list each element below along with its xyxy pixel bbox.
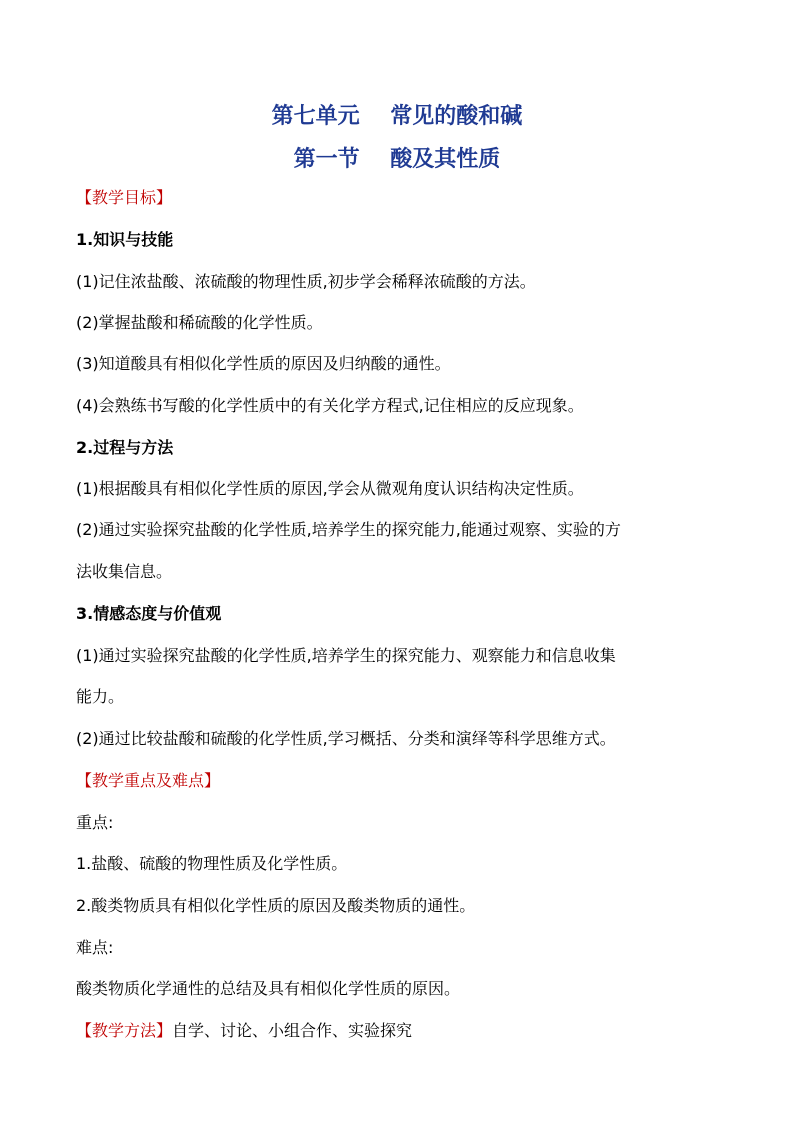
unit-title: 第七单元 常见的酸和碱: [271, 103, 523, 129]
objective-item: (3)知道酸具有相似化学性质的原因及归纳酸的通性。: [76, 354, 451, 373]
knowledge-skills-heading: 1.知识与技能: [76, 230, 174, 249]
objective-item-continuation: 能力。: [76, 687, 125, 706]
methods-line: [76, 1019, 412, 1043]
methods-text: 自学、讨论、小组合作、实验探究: [172, 1021, 413, 1040]
keypoints-header: 【教学重点及难点】: [76, 771, 221, 790]
objectives-header: 【教学目标】: [76, 188, 173, 207]
section-title: 第一节 酸及其性质: [293, 146, 501, 172]
methods-header: 【教学方法】: [76, 1021, 173, 1040]
objective-item: (2)掌握盐酸和稀硫酸的化学性质。: [76, 313, 323, 332]
objective-item: (1)通过实验探究盐酸的化学性质,培养学生的探究能力、观察能力和信息收集: [76, 646, 616, 665]
difficulty-label: 难点:: [76, 938, 114, 957]
process-methods-heading: 2.过程与方法: [76, 438, 174, 457]
objective-item-continuation: 法收集信息。: [76, 562, 173, 581]
objective-item: (1)根据酸具有相似化学性质的原因,学会从微观角度认识结构决定性质。: [76, 479, 584, 498]
objective-item: (2)通过实验探究盐酸的化学性质,培养学生的探究能力,能通过观察、实验的方: [76, 520, 621, 539]
objective-item: (4)会熟练书写酸的化学性质中的有关化学方程式,记住相应的反应现象。: [76, 396, 584, 415]
attitude-values-heading: 3.情感态度与价值观: [76, 604, 222, 623]
objective-item: (1)记住浓盐酸、浓硫酸的物理性质,初步学会稀释浓硫酸的方法。: [76, 272, 536, 291]
key-item: 1.盐酸、硫酸的物理性质及化学性质。: [76, 854, 348, 873]
key-label: 重点:: [76, 813, 114, 832]
difficulty-text: 酸类物质化学通性的总结及具有相似化学性质的原因。: [76, 979, 461, 998]
objective-item: (2)通过比较盐酸和硫酸的化学性质,学习概括、分类和演绎等科学思维方式。: [76, 729, 616, 748]
key-item: 2.酸类物质具有相似化学性质的原因及酸类物质的通性。: [76, 896, 476, 915]
